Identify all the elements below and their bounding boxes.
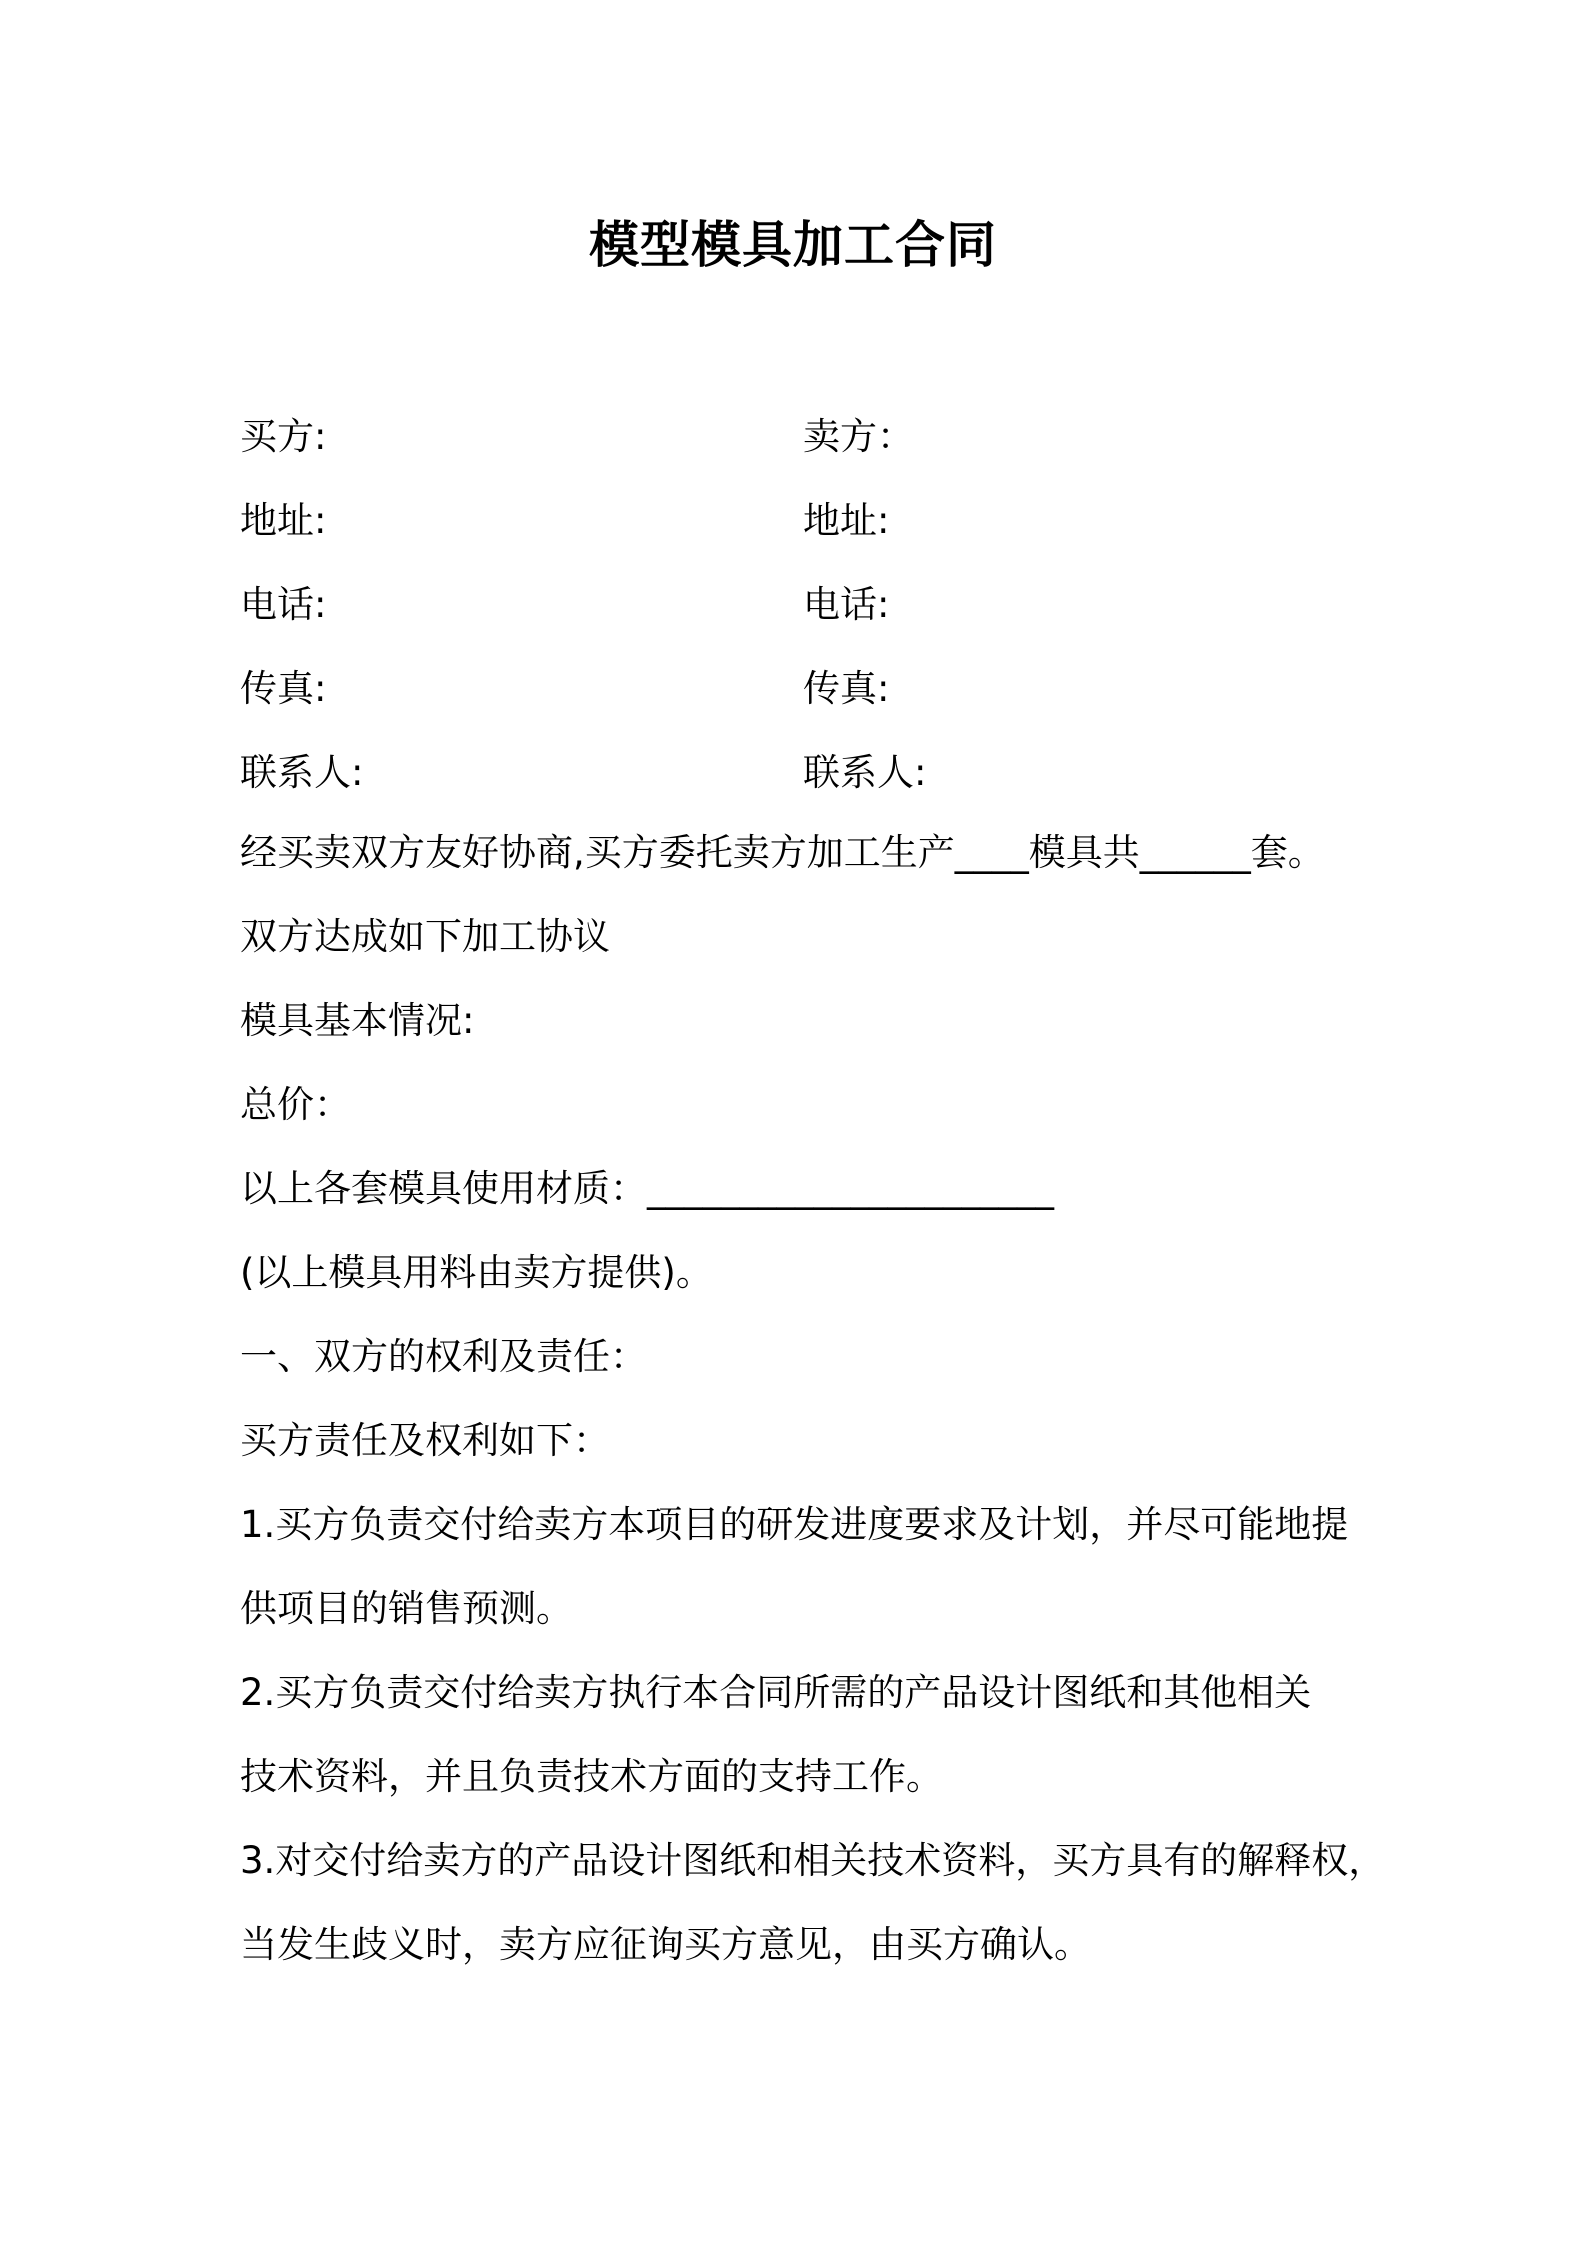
clause-1-line-1: 1.买方负责交付给卖方本项目的研发进度要求及计划，并尽可能地提 [240,1503,1349,1546]
agreement-line: 双方达成如下加工协议 [240,915,610,958]
mold-basic-info-label: 模具基本情况: [240,999,475,1042]
document-title: 模型模具加工合同 [589,216,997,274]
clause-1-line-2: 供项目的销售预测。 [240,1587,573,1630]
party-row-contact [240,731,1390,815]
clause-2-line-1: 2.买方负责交付给卖方执行本合同所需的产品设计图纸和其他相关 [240,1671,1312,1714]
party-info-table [240,395,1390,815]
seller-address-label: 地址: [803,499,890,542]
buyer-phone-label: 电话: [240,583,327,626]
buyer-address-label: 地址: [240,499,327,542]
buyer-responsibilities-heading: 买方责任及权利如下： [240,1419,610,1462]
total-price-label: 总价： [240,1083,351,1126]
clause-2-line-2: 技术资料，并且负责技术方面的支持工作。 [240,1755,943,1798]
intro-line: 经买卖双方友好协商,买方委托卖方加工生产____模具共______套。 [240,831,1325,874]
seller-phone-label: 电话: [803,583,890,626]
clause-3-line-2: 当发生歧义时，卖方应征询买方意见，由买方确认。 [240,1923,1091,1966]
buyer-fax-label: 传真: [240,667,327,710]
party-row-name [240,395,1390,479]
material-line: 以上各套模具使用材质：______________________ [240,1167,1054,1210]
clause-3-line-1: 3.对交付给卖方的产品设计图纸和相关技术资料，买方具有的解释权， [240,1839,1386,1882]
seller-label: 卖方： [803,415,914,458]
buyer-label: 买方: [240,415,327,458]
section-heading-rights: 一、双方的权利及责任： [240,1335,647,1378]
seller-contact-label: 联系人: [803,751,927,794]
party-row-address [240,479,1390,563]
material-note: (以上模具用料由卖方提供)。 [240,1251,713,1294]
seller-fax-label: 传真: [803,667,890,710]
party-row-phone [240,563,1390,647]
contract-body [240,811,1386,1987]
buyer-contact-label: 联系人: [240,751,364,794]
party-row-fax [240,647,1390,731]
